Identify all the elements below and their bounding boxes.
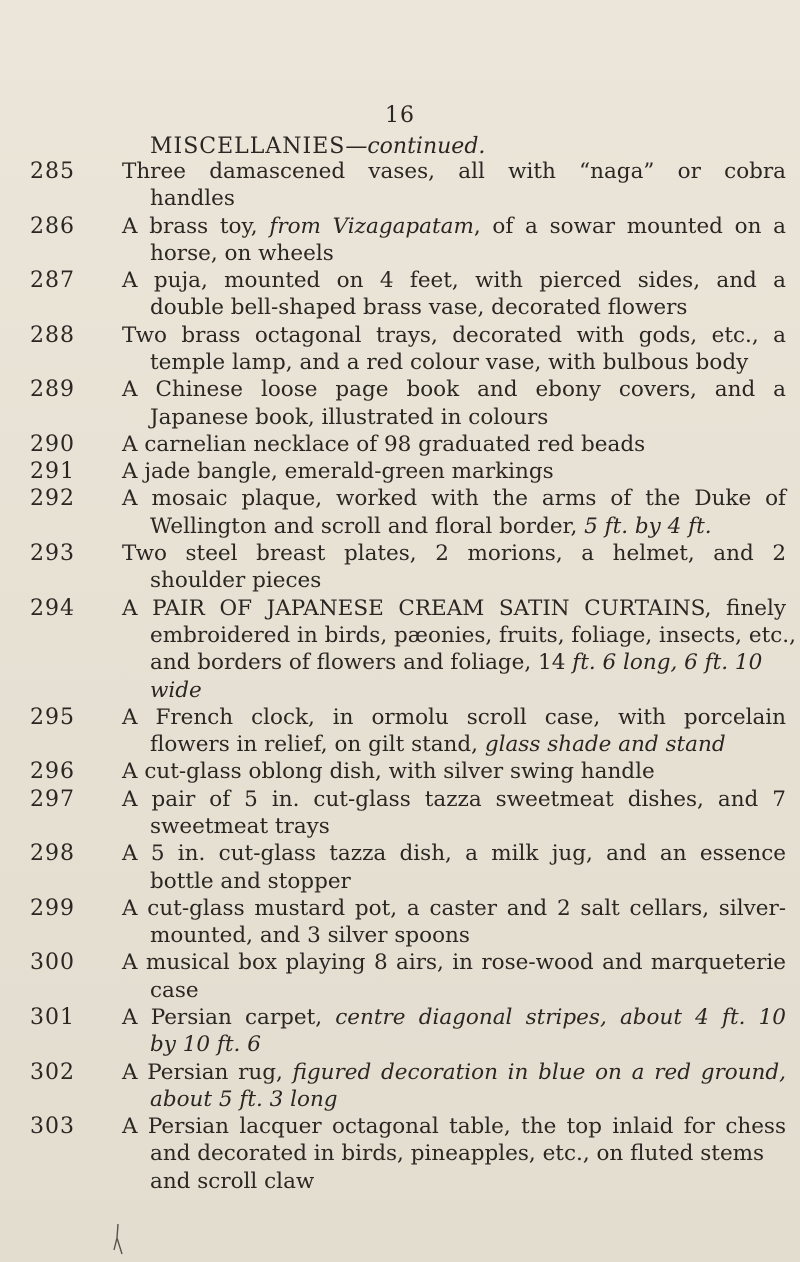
lot-description-line: A pair of 5 in. cut-glass tazza sweetmeat dishes, and 7 [122, 786, 786, 812]
lot-description-line: A mosaic plaque, worked with the arms of the Duke of [122, 486, 786, 512]
lot-description [122, 213, 786, 268]
lot-number: 297 [30, 786, 75, 812]
lot-description-line: about 5 ft. 3 long [150, 1086, 338, 1112]
lot-description-line: Two brass octagonal trays, decorated with gods, etc., a [122, 322, 786, 348]
lot-description-line: mounted, and 3 silver spoons [150, 923, 470, 949]
lot-number: 298 [30, 841, 75, 867]
lot-description-line: A Persian rug, figured decoration in blue on a red ground, [122, 1059, 786, 1085]
lot-description-line: and decorated in birds, pineapples, etc., on fluted stems [150, 1141, 765, 1167]
lot-description-line: A cut-glass oblong dish, with silver swing handle [122, 759, 655, 785]
section-heading-continued: —continued. [345, 134, 486, 159]
lot-number: 302 [30, 1059, 75, 1085]
lot-description-line: A PAIR OF JAPANESE CREAM SATIN CURTAINS, finely [122, 595, 786, 621]
lot-number: 294 [30, 595, 75, 621]
lot-description-line: bottle and stopper [150, 868, 351, 894]
section-heading [150, 134, 485, 159]
lot-number: 285 [30, 159, 75, 184]
lot-description-line: A brass toy, from Vizagapatam, of a sowar mounted on a [122, 213, 787, 239]
lot-number: 303 [30, 1114, 75, 1140]
lot-number: 290 [30, 431, 75, 457]
lot-number: 289 [30, 377, 75, 403]
lot-description [122, 458, 786, 485]
lot-description-line: A musical box playing 8 airs, in rose-wood and marqueterie [122, 950, 786, 976]
lot-description-line: by 10 ft. 6 [150, 1032, 261, 1058]
lot-description [122, 1004, 786, 1059]
lot-description [122, 840, 786, 895]
lot-description-line: A 5 in. cut-glass tazza dish, a milk jug, and an essence [122, 841, 786, 867]
lot-description [122, 158, 786, 213]
lot-number: 292 [30, 486, 75, 512]
lot-number: 291 [30, 459, 75, 485]
lot-description [122, 267, 786, 322]
lot-description-line: A Chinese loose page book and ebony covers, and a [122, 377, 786, 403]
lot-description-line: double bell-shaped brass vase, decorated flowers [150, 295, 688, 321]
page-number: 16 [385, 103, 415, 128]
lot-description-line: case [150, 977, 199, 1003]
lot-number: 299 [30, 895, 75, 921]
lot-description [122, 786, 786, 841]
section-heading-title: MISCELLANIES [150, 134, 346, 159]
lot-description-line: A jade bangle, emerald-green markings [122, 459, 554, 485]
lot-description [122, 758, 786, 785]
lot-description-line: and borders of flowers and foliage, 14 ft. 6 long, 6 ft. 10 [150, 650, 763, 676]
lot-description-line: A cut-glass mustard pot, a caster and 2 salt cellars, silver- [122, 895, 786, 921]
lot-description-line: A French clock, in ormolu scroll case, with porcelain [122, 704, 786, 730]
lot-description [122, 1059, 786, 1114]
lot-description-line: wide [150, 677, 202, 703]
lot-number: 287 [30, 268, 75, 294]
lot-description-line: A puja, mounted on 4 feet, with pierced sides, and a [122, 268, 786, 294]
lot-number: 286 [30, 213, 75, 239]
lot-description-line: shoulder pieces [150, 568, 322, 594]
lot-description [122, 322, 786, 377]
lot-description [122, 1113, 786, 1195]
lot-description-line: flowers in relief, on gilt stand, glass shade and stand [150, 732, 726, 758]
lot-description-line: horse, on wheels [150, 240, 334, 266]
lot-description-line: Two steel breast plates, 2 morions, a helmet, and 2 [122, 541, 786, 567]
lot-number: 296 [30, 759, 75, 785]
lot-number: 293 [30, 541, 75, 567]
lot-description [122, 595, 796, 704]
lot-description-line: A Persian lacquer octagonal table, the top inlaid for chess [122, 1114, 786, 1140]
lot-description [122, 704, 786, 759]
lot-description [122, 376, 786, 431]
lot-number: 300 [30, 950, 75, 976]
lot-description-line: Japanese book, illustrated in colours [150, 404, 549, 430]
lot-description-line: A carnelian necklace of 98 graduated red beads [122, 431, 646, 457]
lot-description-line: embroidered in birds, pæonies, fruits, foliage, insects, etc., [150, 622, 796, 648]
lot-description-line: A Persian carpet, centre diagonal stripes, about 4 ft. 10 [122, 1004, 786, 1030]
lot-description-line: Wellington and scroll and floral border, 5 ft. by 4 ft. [150, 513, 712, 539]
lot-description-line: temple lamp, and a red colour vase, with bulbous body [150, 350, 749, 376]
lot-description-line: handles [150, 186, 235, 212]
lot-description [122, 485, 786, 540]
lot-description [122, 431, 786, 458]
lot-description [122, 540, 786, 595]
lot-number: 288 [30, 322, 75, 348]
lot-description-line: sweetmeat trays [150, 813, 330, 839]
lot-number: 301 [30, 1004, 75, 1030]
lot-description [122, 895, 786, 950]
lot-description-line: and scroll claw [150, 1168, 315, 1194]
lot-description-line: Three damascened vases, all with “naga” or cobra [122, 159, 786, 184]
lot-description [122, 949, 786, 1004]
pencil-mark [112, 1224, 124, 1256]
lot-number: 295 [30, 704, 75, 730]
